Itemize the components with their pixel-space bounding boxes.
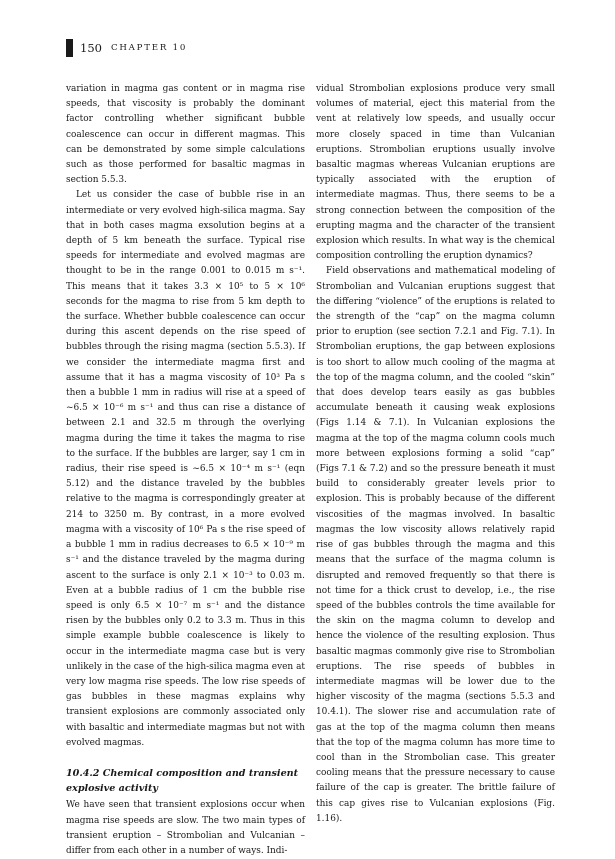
page-number: 150 — [80, 41, 102, 55]
page-header — [66, 39, 187, 57]
paragraph-section-intro: We have seen that transient explosions occur when magma rise speeds are slow. The two main types of transient eruption – Strombolian and Vulcanian – differ from each other in a number of ways. Indi- — [66, 800, 305, 856]
paragraph-field-observations: Field observations and mathematical modeling of Strombolian and Vulcanian eruptions suggest that the differing “violence” of the eruptions is related to the strength of the “cap” on the magma column prior to eruption (see section 7.2.1 and Fig. 7.1). In Strombolian eruptions, the gap between explosions is too short to allow much cooling of the magma at the top of the magma column, and the cooled “skin” that does develop tears easily as gas bubbles accumulate beneath it causing weak explosions (Figs 1.14 & 7.1). In Vulcanian explosions the magma at the top of the magma column cools much more between explosions forming a solid “cap” (Figs 7.1 & 7.2) and so the pressure beneath it must build to considerably greater levels prior to explosion. This is probably because of the different viscosities of the magmas involved. In basaltic magmas the low viscosity allows relatively rapid rise of gas bubbles through the magma and this means that the surface of the magma column is disrupted and removed frequently so that there is not time for a thick crust to develop, i.e., the rise speed of the bubbles controls the time available for the skin on the magma column to develop and hence the violence of the resulting explosion. Thus basaltic magmas commonly give rise to Strombolian eruptions. The rise speeds of bubbles in intermediate magmas will be lower due to the higher viscosity of the magma (sections 5.5.3 and 10.4.1). The slower rise and accumulation rate of gas at the top of the magma column then means that the top of the magma column has more time to cool than in the Strombolian case. This greater cooling means that the pressure necessary to cause failure of the cap is greater. The brittle failure of this cap gives rise to Vulcanian explosions (Fig. 1.16). — [316, 266, 555, 824]
paragraph-continuation: variation in magma gas content or in magma rise speeds, that viscosity is probably the dominant factor controlling whether significant bubble coalescence can occur in different magmas. This can be demonstrated by some simple calculations such as those performed for basaltic magmas in section 5.5.3. — [66, 84, 305, 186]
paragraph-strombolian-vulcanian: vidual Strombolian explosions produce very small volumes of material, eject this material from the vent at relatively low speeds, and usually occur more closely spaced in time than Vulcanian eruptions. Strombolian eruptions usually involve basaltic magmas whereas Vulcanian eruptions are typically associated with the eruption of intermediate magmas. Thus, there seems to be a strong connection between the composition of the erupting magma and the character of the transient explosion which results. In what way is the chemical composition controlling the eruption dynamics? — [316, 84, 555, 262]
left-column — [66, 82, 305, 859]
header-bar-mark — [66, 39, 73, 57]
right-column — [316, 82, 555, 827]
section-heading: 10.4.2 Chemical composition and transient explosive activity — [66, 767, 299, 795]
chapter-label: CHAPTER 10 — [110, 43, 188, 53]
paragraph-bubble-rise: Let us consider the case of bubble rise in an intermediate or very evolved high-silica magma. Say that in both cases magma exsolution begins at a depth of 5 km beneath the surface. Typical rise speeds for intermediate and evolved magmas are thought to be in the range 0.001 to 0.015 m s⁻¹. This means that it takes 3.3 × 10⁵ to 5 × 10⁶ seconds for the magma to rise from 5 km depth to the surface. Whether bubble coalescence can occur during this ascent depends on the rise speed of bubbles through the rising magma (section 5.5.3). If we consider the intermediate magma first and assume that it has a magma viscosity of 10³ Pa s then a bubble 1 mm in radius will rise at a speed of ~6.5 × 10⁻⁶ m s⁻¹ and thus can rise a distance of between 2.1 and 32.5 m through the overlying magma during the time it takes the magma to rise to the surface. If the bubbles are larger, say 1 cm in radius, their rise speed is ~6.5 × 10⁻⁴ m s⁻¹ (eqn 5.12) and the distance traveled by the bubbles relative to the magma is correspondingly greater at 214 to 3250 m. By contrast, in a more evolved magma with a viscosity of 10⁶ Pa s the rise speed of a bubble 1 mm in radius decreases to 6.5 × 10⁻⁹ m s⁻¹ and the distance traveled by the magma during ascent to the surface is only 2.1 × 10⁻³ to 0.03 m. Even at a bubble radius of 1 cm the bubble rise speed is only 6.5 × 10⁻⁷ m s⁻¹ and the distance risen by the bubbles only 0.2 to 3.3 m. Thus in this simple example bubble coalescence is likely to occur in the intermediate magma case but is very unlikely in the case of the high-silica magma even at very low magma rise speeds. The low rise speeds of gas bubbles in these magmas explains why transient explosions are commonly associated only with basaltic and intermediate magmas but not with evolved magmas. — [66, 190, 305, 748]
